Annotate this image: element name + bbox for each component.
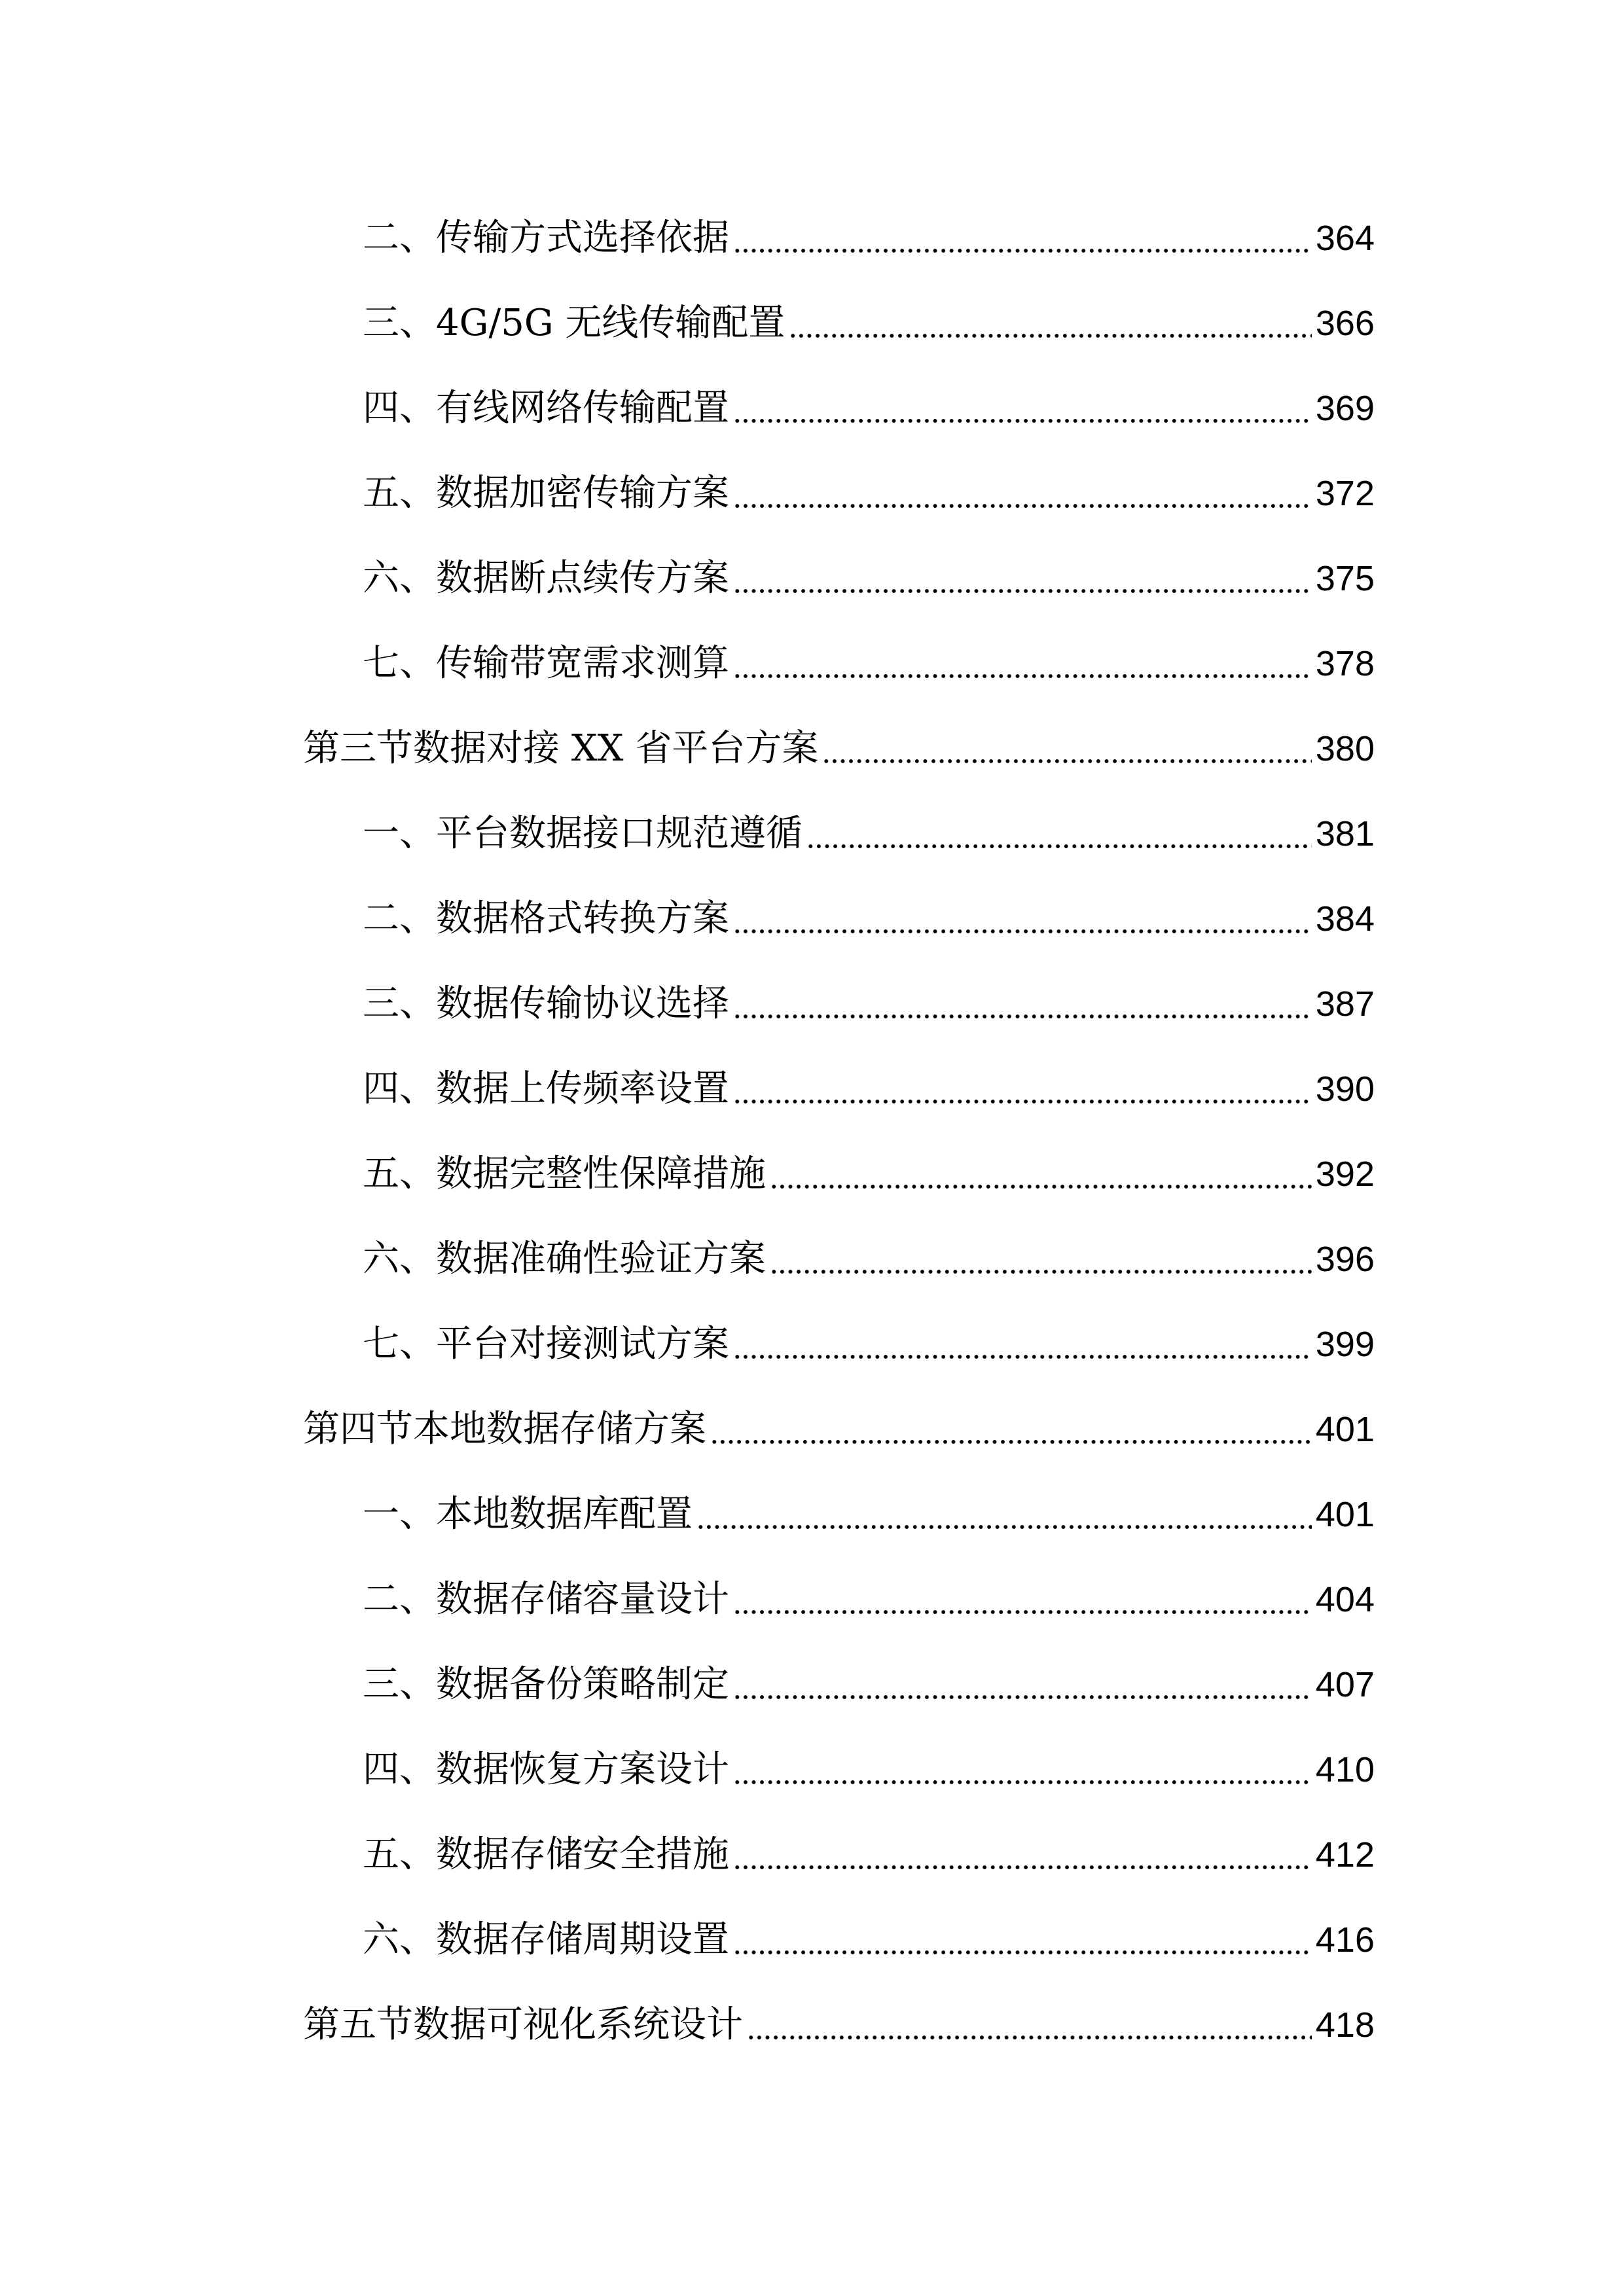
- dot-leader: [696, 1472, 1312, 1557]
- toc-entry-page-number: 372: [1315, 474, 1375, 513]
- toc-entry-title: 四、数据上传频率设置: [363, 1067, 729, 1110]
- dot-leader: [733, 1642, 1312, 1727]
- dot-leader: [733, 876, 1312, 961]
- dot-leader: [733, 196, 1312, 281]
- toc-entry-page-number: 364: [1315, 219, 1375, 258]
- toc-entry-title: 一、本地数据库配置: [363, 1493, 693, 1535]
- toc-subsection-entry[interactable]: [303, 451, 1375, 536]
- dot-leader: [733, 961, 1312, 1047]
- toc-subsection-entry[interactable]: [303, 1217, 1375, 1302]
- toc-entry-page-number: 396: [1315, 1240, 1375, 1279]
- toc-entry-title: 六、数据准确性验证方案: [363, 1238, 766, 1280]
- dot-leader: [733, 1812, 1312, 1897]
- toc-entry-page-number: 410: [1315, 1750, 1375, 1789]
- toc-entry-page-number: 381: [1315, 814, 1375, 853]
- toc-subsection-entry[interactable]: [303, 196, 1375, 281]
- toc-entry-title: 六、数据存储周期设置: [363, 1918, 729, 1961]
- toc-entry-title: 三、4G/5G 无线传输配置: [363, 302, 785, 344]
- toc-entry-page-number: 384: [1315, 899, 1375, 939]
- toc-subsection-entry[interactable]: [303, 791, 1375, 876]
- toc-entry-title: 三、数据传输协议选择: [363, 982, 729, 1025]
- toc-entry-page-number: 401: [1315, 1410, 1375, 1449]
- toc-subsection-entry[interactable]: [303, 536, 1375, 621]
- toc-subsection-entry[interactable]: [303, 1132, 1375, 1217]
- dot-leader: [733, 621, 1312, 706]
- toc-entry-page-number: 401: [1315, 1495, 1375, 1534]
- toc-subsection-entry[interactable]: [303, 1047, 1375, 1132]
- toc-entry-title: 四、有线网络传输配置: [363, 387, 729, 429]
- toc-entry-title: 三、数据备份策略制定: [363, 1663, 729, 1706]
- toc-subsection-entry[interactable]: [303, 1897, 1375, 1982]
- toc-entry-title: 七、传输带宽需求测算: [363, 642, 729, 685]
- dot-leader: [733, 451, 1312, 536]
- toc-entry-title: 六、数据断点续传方案: [363, 557, 729, 600]
- toc-subsection-entry[interactable]: [303, 281, 1375, 366]
- toc-entry-page-number: 392: [1315, 1155, 1375, 1194]
- toc-entry-page-number: 407: [1315, 1665, 1375, 1704]
- toc-subsection-entry[interactable]: [303, 876, 1375, 961]
- toc-entry-page-number: 380: [1315, 729, 1375, 768]
- dot-leader: [822, 706, 1312, 791]
- toc-subsection-entry[interactable]: [303, 1302, 1375, 1387]
- toc-entry-title: 五、数据存储安全措施: [363, 1833, 729, 1876]
- dot-leader: [733, 1727, 1312, 1812]
- toc-entry-title: 第五节数据可视化系统设计: [303, 2003, 743, 2046]
- dot-leader: [733, 1047, 1312, 1132]
- toc-entry-title: 七、平台对接测试方案: [363, 1323, 729, 1365]
- toc-entry-page-number: 416: [1315, 1920, 1375, 1960]
- toc-entry-page-number: 369: [1315, 389, 1375, 428]
- toc-subsection-entry[interactable]: [303, 1642, 1375, 1727]
- table-of-contents: [303, 196, 1375, 2068]
- toc-entry-title: 四、数据恢复方案设计: [363, 1748, 729, 1791]
- toc-entry-title: 二、数据格式转换方案: [363, 897, 729, 940]
- toc-entry-page-number: 366: [1315, 304, 1375, 343]
- toc-subsection-entry[interactable]: [303, 1557, 1375, 1642]
- toc-entry-page-number: 387: [1315, 984, 1375, 1024]
- dot-leader: [733, 366, 1312, 451]
- toc-subsection-entry[interactable]: [303, 621, 1375, 706]
- dot-leader: [710, 1387, 1312, 1472]
- dot-leader: [733, 1302, 1312, 1387]
- dot-leader: [747, 1982, 1312, 2068]
- toc-entry-title: 二、数据存储容量设计: [363, 1578, 729, 1621]
- toc-entry-title: 第四节本地数据存储方案: [303, 1408, 706, 1450]
- dot-leader: [733, 1897, 1312, 1982]
- toc-section-entry[interactable]: [303, 1387, 1375, 1472]
- toc-entry-title: 第三节数据对接 XX 省平台方案: [303, 727, 819, 770]
- toc-entry-page-number: 412: [1315, 1835, 1375, 1874]
- dot-leader: [806, 791, 1312, 876]
- toc-entry-page-number: 418: [1315, 2005, 1375, 2045]
- dot-leader: [733, 1557, 1312, 1642]
- toc-entry-title: 一、平台数据接口规范遵循: [363, 812, 803, 855]
- toc-subsection-entry[interactable]: [303, 366, 1375, 451]
- toc-entry-title: 五、数据完整性保障措施: [363, 1153, 766, 1195]
- toc-entry-page-number: 390: [1315, 1069, 1375, 1109]
- toc-subsection-entry[interactable]: [303, 1472, 1375, 1557]
- toc-section-entry[interactable]: [303, 1982, 1375, 2068]
- toc-entry-page-number: 378: [1315, 644, 1375, 683]
- toc-entry-page-number: 375: [1315, 559, 1375, 598]
- dot-leader: [733, 536, 1312, 621]
- dot-leader: [770, 1217, 1312, 1302]
- toc-entry-page-number: 404: [1315, 1580, 1375, 1619]
- dot-leader: [770, 1132, 1312, 1217]
- toc-entry-page-number: 399: [1315, 1325, 1375, 1364]
- toc-subsection-entry[interactable]: [303, 1727, 1375, 1812]
- toc-subsection-entry[interactable]: [303, 1812, 1375, 1897]
- toc-section-entry[interactable]: [303, 706, 1375, 791]
- dot-leader: [789, 281, 1311, 366]
- toc-entry-title: 二、传输方式选择依据: [363, 217, 729, 259]
- toc-subsection-entry[interactable]: [303, 961, 1375, 1047]
- toc-entry-title: 五、数据加密传输方案: [363, 472, 729, 514]
